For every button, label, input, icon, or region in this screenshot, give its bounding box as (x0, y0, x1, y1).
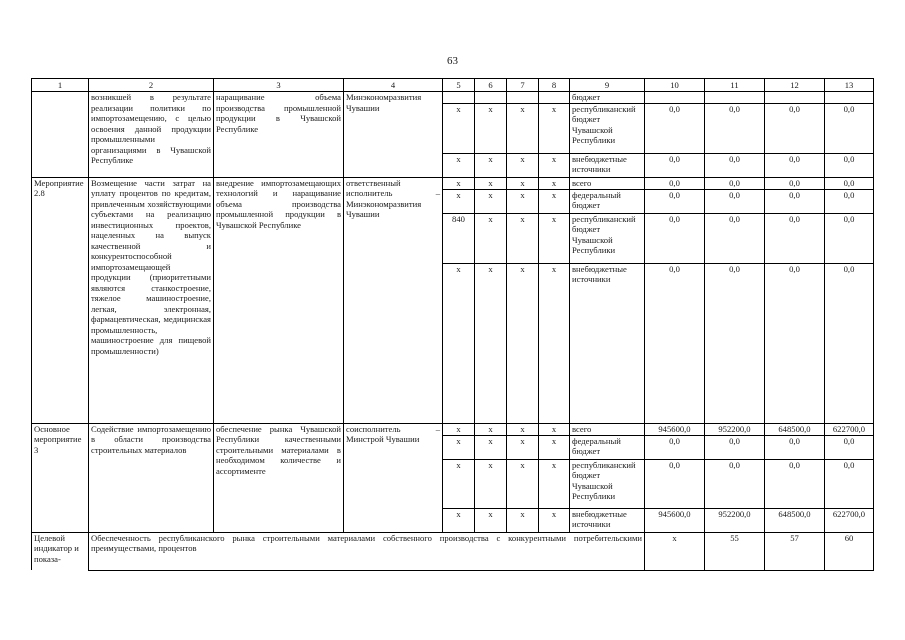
measure-description-cell: Возмещение части затрат на уплату процентов по кредитам, привлеченным хозяйствующими субъектами на реализацию инвестиционных проектов, нацеленных на выпуск качественной и конкурентоспособной импортозамещающей продукции (приоритетными являются станкостроение, тяжелое машиностроение, легкая, электронная, фармацевтическая, медицинская промышленность, машиностроение для пищевой промышленности) (89, 177, 214, 423)
table-row (32, 532, 874, 570)
amount-cell: 945600,0 (645, 508, 705, 532)
code-cell: х (539, 423, 570, 435)
column-number: 6 (475, 79, 507, 92)
amount-cell: 0,0 (645, 189, 705, 213)
code-cell: х (507, 153, 539, 177)
code-cell: х (507, 263, 539, 423)
indicator-name-cell: Целевой индикатор и показа- (32, 532, 89, 570)
code-cell: х (443, 189, 475, 213)
amount-cell: 0,0 (825, 189, 874, 213)
funding-source-cell: внебюджетные источники (570, 508, 645, 532)
code-cell: х (475, 177, 507, 189)
funding-source-cell: республиканский бюджет Чувашской Республики (570, 213, 645, 263)
amount-cell: 0,0 (825, 153, 874, 177)
amount-cell: 0,0 (765, 459, 825, 508)
code-cell: 840 (443, 213, 475, 263)
column-number: 12 (765, 79, 825, 92)
expected-result-cell: внедрение импортозамещающих технологий и наращивание объема производства промышленной продукции в Чувашской Республике (214, 177, 344, 423)
table-row (32, 423, 874, 435)
amount-cell: 0,0 (645, 263, 705, 423)
amount-cell: 0,0 (765, 153, 825, 177)
amount-cell (825, 92, 874, 103)
code-cell: х (507, 508, 539, 532)
column-number: 1 (32, 79, 89, 92)
amount-cell: 0,0 (765, 103, 825, 153)
executor-cell: Минэкономразвития Чувашии (344, 92, 443, 177)
amount-cell: 0,0 (705, 435, 765, 459)
amount-cell: 0,0 (645, 103, 705, 153)
amount-cell: 0,0 (765, 213, 825, 263)
amount-cell: 0,0 (705, 153, 765, 177)
code-cell: х (475, 103, 507, 153)
amount-cell: 622700,0 (825, 508, 874, 532)
code-cell: х (475, 189, 507, 213)
funding-source-cell: внебюджетные источники (570, 263, 645, 423)
page-number: 63 (447, 55, 458, 67)
code-cell: х (443, 459, 475, 508)
amount-cell: 0,0 (825, 177, 874, 189)
amount-cell: 0,0 (825, 263, 874, 423)
amount-cell: 0,0 (705, 103, 765, 153)
code-cell: х (507, 189, 539, 213)
code-cell: х (539, 177, 570, 189)
amount-cell: 622700,0 (825, 423, 874, 435)
column-number: 4 (344, 79, 443, 92)
amount-cell: 952200,0 (705, 508, 765, 532)
code-cell: х (539, 435, 570, 459)
indicator-value-cell: 60 (825, 532, 874, 570)
amount-cell: 0,0 (765, 189, 825, 213)
column-number: 7 (507, 79, 539, 92)
funding-source-cell: всего (570, 423, 645, 435)
amount-cell: 0,0 (645, 435, 705, 459)
amount-cell: 648500,0 (765, 508, 825, 532)
code-cell (475, 92, 507, 103)
column-number: 5 (443, 79, 475, 92)
code-cell: х (443, 263, 475, 423)
amount-cell: 0,0 (825, 435, 874, 459)
column-number: 10 (645, 79, 705, 92)
funding-source-cell: бюджет (570, 92, 645, 103)
code-cell: х (443, 153, 475, 177)
column-number: 3 (214, 79, 344, 92)
code-cell: х (475, 435, 507, 459)
code-cell: х (475, 263, 507, 423)
indicator-code-cell: х (645, 532, 705, 570)
expected-result-cell: наращивание объема производства промышленной продукции в Чувашской Республике (214, 92, 344, 177)
indicator-value-cell: 55 (705, 532, 765, 570)
amount-cell: 945600,0 (645, 423, 705, 435)
table-row (32, 177, 874, 189)
code-cell: х (443, 508, 475, 532)
measure-name-cell (32, 92, 89, 177)
expected-result-cell: обеспечение рынка Чувашской Республики качественными строительными материалами в необходимом количестве и ассортименте (214, 423, 344, 532)
funding-source-cell: внебюджетные источники (570, 153, 645, 177)
column-number: 8 (539, 79, 570, 92)
amount-cell: 0,0 (825, 459, 874, 508)
funding-source-cell: республиканский бюджет Чувашской Республики (570, 459, 645, 508)
amount-cell: 0,0 (705, 459, 765, 508)
executor-cell: ответственный исполнитель – Минэкономразвития Чувашии (344, 177, 443, 423)
code-cell: х (539, 153, 570, 177)
amount-cell: 0,0 (705, 189, 765, 213)
code-cell: х (539, 459, 570, 508)
code-cell: х (539, 508, 570, 532)
measure-description-cell: возникшей в результате реализации политики по импортозамещению, с целью освоения данной продукции промышленными организациями в Чувашской Республике (89, 92, 214, 177)
column-number-row (32, 79, 874, 92)
amount-cell: 0,0 (705, 263, 765, 423)
code-cell (507, 92, 539, 103)
code-cell: х (539, 103, 570, 153)
measure-name-cell: Основное мероприятие 3 (32, 423, 89, 532)
code-cell: х (443, 103, 475, 153)
amount-cell: 0,0 (825, 213, 874, 263)
amount-cell: 0,0 (645, 177, 705, 189)
column-number: 13 (825, 79, 874, 92)
column-number: 2 (89, 79, 214, 92)
code-cell: х (507, 459, 539, 508)
column-number: 11 (705, 79, 765, 92)
code-cell: х (443, 435, 475, 459)
funding-source-cell: федеральный бюджет (570, 435, 645, 459)
code-cell: х (507, 435, 539, 459)
table-row (32, 92, 874, 103)
code-cell: х (475, 459, 507, 508)
code-cell: х (507, 177, 539, 189)
indicator-value-cell: 57 (765, 532, 825, 570)
code-cell: х (539, 213, 570, 263)
amount-cell: 0,0 (645, 213, 705, 263)
code-cell: х (475, 508, 507, 532)
program-table (31, 78, 874, 571)
measure-name-cell: Мероприятие 2.8 (32, 177, 89, 423)
funding-source-cell: республиканский бюджет Чувашской Республики (570, 103, 645, 153)
amount-cell (645, 92, 705, 103)
measure-description-cell: Содействие импортозамещению в области производства строительных материалов (89, 423, 214, 532)
code-cell: х (507, 213, 539, 263)
code-cell: х (539, 189, 570, 213)
amount-cell: 648500,0 (765, 423, 825, 435)
amount-cell: 0,0 (765, 177, 825, 189)
code-cell: х (475, 423, 507, 435)
amount-cell: 0,0 (645, 459, 705, 508)
amount-cell (705, 92, 765, 103)
column-number: 9 (570, 79, 645, 92)
code-cell: х (539, 263, 570, 423)
indicator-description-cell: Обеспеченность республиканского рынка строительными материалами собственного производства с конкурентными потребительскими преимуществами, процентов (89, 532, 645, 570)
code-cell: х (443, 177, 475, 189)
code-cell: х (443, 423, 475, 435)
code-cell (443, 92, 475, 103)
amount-cell: 0,0 (705, 177, 765, 189)
amount-cell: 0,0 (705, 213, 765, 263)
amount-cell: 0,0 (765, 435, 825, 459)
amount-cell: 0,0 (825, 103, 874, 153)
code-cell: х (475, 213, 507, 263)
code-cell (539, 92, 570, 103)
amount-cell: 952200,0 (705, 423, 765, 435)
code-cell: х (507, 103, 539, 153)
executor-cell: соисполнитель – Минстрой Чувашии (344, 423, 443, 532)
amount-cell (765, 92, 825, 103)
amount-cell: 0,0 (645, 153, 705, 177)
amount-cell: 0,0 (765, 263, 825, 423)
code-cell: х (475, 153, 507, 177)
code-cell: х (507, 423, 539, 435)
funding-source-cell: федеральный бюджет (570, 189, 645, 213)
funding-source-cell: всего (570, 177, 645, 189)
